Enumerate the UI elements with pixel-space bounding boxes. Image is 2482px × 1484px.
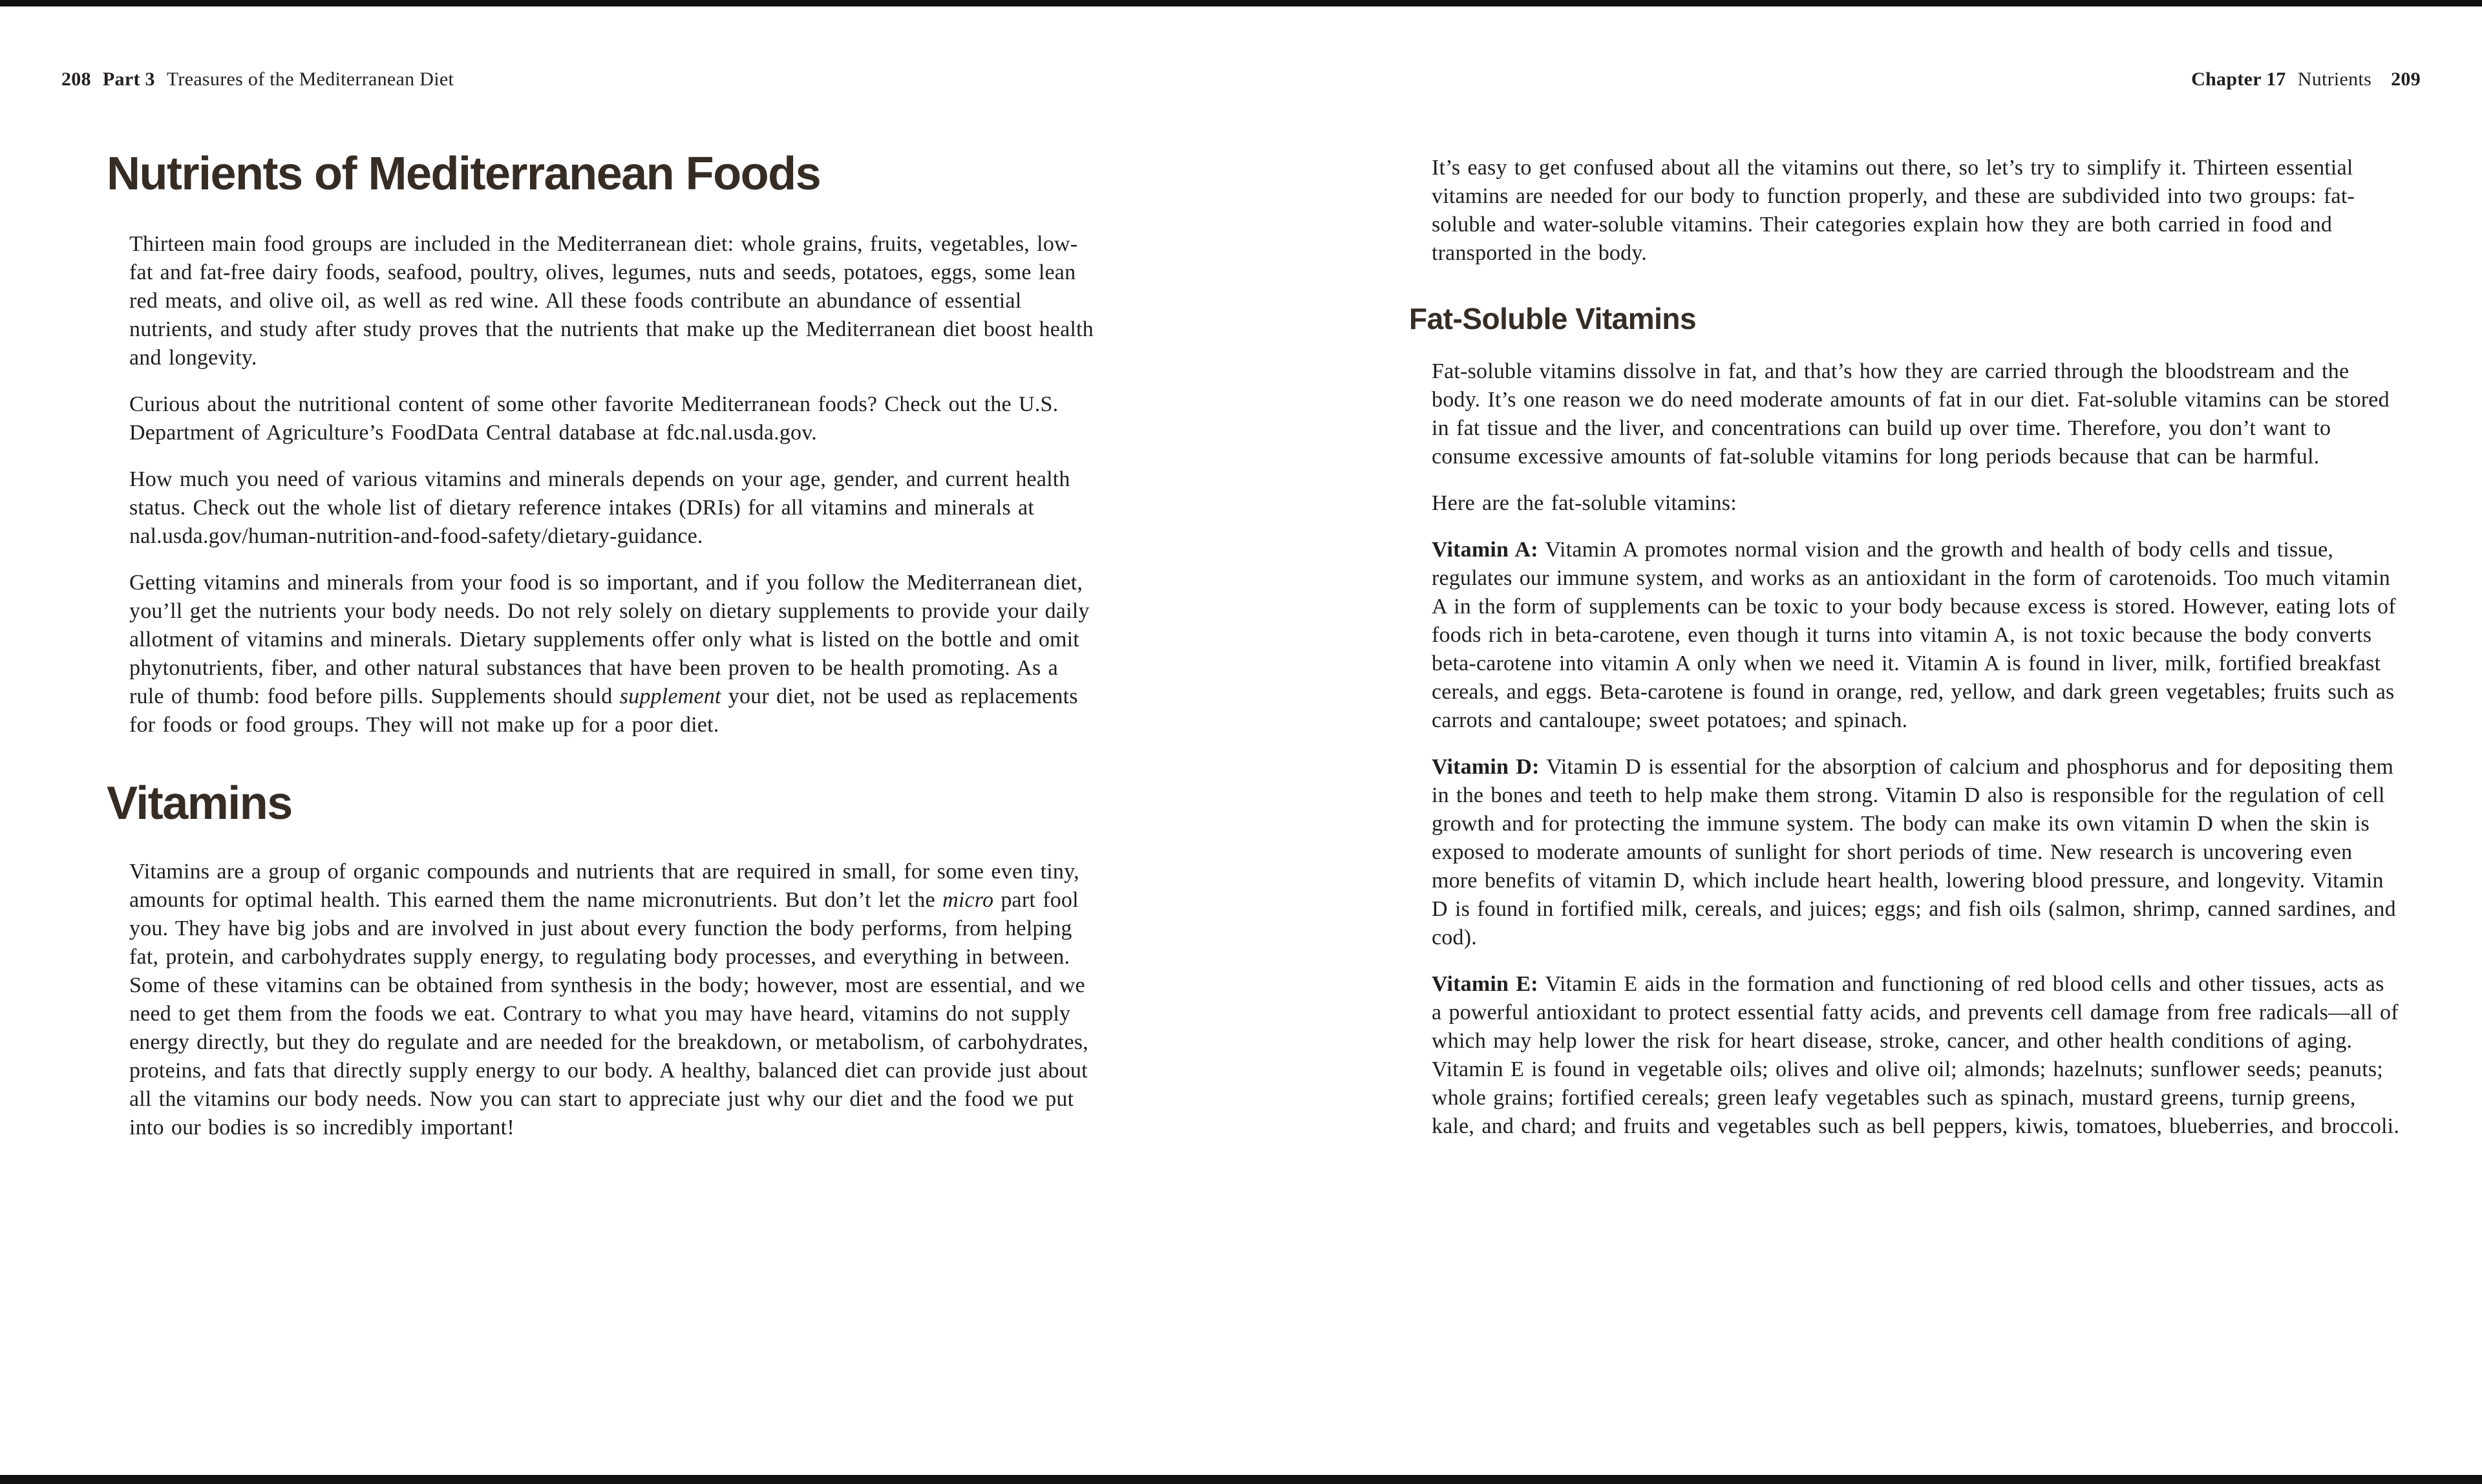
vitamin-a-entry: Vitamin A: Vitamin A promotes normal vision and the growth and health of body cells and tissue, regulates our immune system, and works as an antioxidant in the form of carotenoids. Too much vitamin A in the form of supplements can be toxic to your body because excess is stored. However, eating lots of foods rich in beta-carotene, even though it turns into vitamin A, is not toxic because the body converts beta-carotene into vitamin A only when we need it. Vitamin A is found in liver, milk, fortified breakfast cereals, and eggs. Beta-carotene is found in orange, red, yellow, and dark green vegetables; fruits such as carrots and cantaloupe; sweet potatoes; and spinach. (1432, 537, 2396, 732)
page-bottom-edge (0, 1475, 2482, 1484)
chapter-title: Nutrients (2297, 69, 2372, 90)
fat-soluble-section-body (1432, 357, 2401, 1141)
vitamins-section-body (129, 858, 1099, 1142)
left-page-number: 208 (61, 69, 91, 90)
paragraph: Vitamins are a group of organic compounds and nutrients that are required in small, for some even tiny, amounts for optimal health. This earned them the name micronutrients. But don’t let the micro part fool you. They have big jobs and are involved in just about every function the body performs, from helping fat, protein, and carbohydrates supply energy, to regulating body processes, and everything in between. Some of these vitamins can be obtained from synthesis in the body; however, most are essential, and we need to get them from the foods we eat. Contrary to what you may have heard, vitamins do not supply energy directly, but they do regulate and are needed for the breakdown, or metabolism, of carbohydrates, proteins, and fats that directly supply energy to our body. A healthy, balanced diet can provide just about all the vitamins our body needs. Now you can start to appreciate just why our diet and the food we put into our bodies is so incredibly important! (129, 860, 1088, 1140)
right-page-content (1409, 154, 2401, 1141)
left-page-content (107, 150, 1099, 1142)
fat-soluble-section-title: Fat-Soluble Vitamins (1409, 302, 1697, 335)
vitamin-d-entry: Vitamin D: Vitamin D is essential for the absorption of calcium and phosphorus and for depositing them in the bones and teeth to help make them strong. Vitamin D also is responsible for the regulation of cell growth and for protecting the immune system. The body can make its own vitamin D when the skin is exposed to moderate amounts of sunlight for short periods of time. New research is uncovering even more benefits of vitamin D, which include heart health, lowering blood pressure, and longevity. Vitamin D is found in fortified milk, cereals, and juices; eggs; and fish oils (salmon, shrimp, canned sardines, and cod). (1432, 754, 2396, 949)
running-header-left (61, 69, 454, 90)
paragraph: Getting vitamins and minerals from your food is so important, and if you follow the Mediterranean diet, you’ll get the nutrients your body needs. Do not rely solely on dietary supplements to provide your daily allotment of vitamins and minerals. Dietary supplements offer only what is listed on the bottle and omit phytonutrients, fiber, and other natural substances that have been proven to be health promoting. As a rule of thumb: food before pills. Supplements should supplement your diet, not be used as replacements for foods or food groups. They will not make up for a poor diet. (129, 570, 1090, 737)
lead-in-line: Here are the fat-soluble vitamins: (1432, 491, 1737, 515)
part-title: Treasures of the Mediterranean Diet (166, 69, 454, 90)
paragraph: Fat-soluble vitamins dissolve in fat, and that’s how they are carried through the bloodstream and the body. It’s one reason we do need moderate amounts of fat in our diet. Fat-soluble vitamins can be stored in fat tissue and the liver, and concentrations can build up over time. Therefore, you don’t want to consume excessive amounts of fat-soluble vitamins for long periods because that can be harmful. (1432, 359, 2390, 469)
paragraph: Curious about the nutritional content of some other favorite Mediterranean foods? Check out the U.S. Department of Agriculture’s FoodData Central database at fdc.nal.usda.gov. (129, 392, 1059, 445)
paragraph: Thirteen main food groups are included in the Mediterranean diet: whole grains, fruits, vegetables, low-fat and fat-free dairy foods, seafood, poultry, olives, legumes, nuts and seeds, potatoes, eggs, some lean red meats, and olive oil, as well as red wine. All these foods contribute an abundance of essential nutrients, and study after study proves that the nutrients that make up the Mediterranean diet boost health and longevity. (129, 231, 1094, 370)
page-title: Nutrients of Mediterranean Foods (107, 148, 821, 200)
running-header-right (2191, 69, 2421, 90)
page-top-edge (0, 0, 2482, 6)
paragraph: It’s easy to get confused about all the vitamins out there, so let’s try to simplify it. Thirteen essential vitamins are needed for our body to function properly, and these are subdivided into two groups: fat-soluble and water-soluble vitamins. Their categories explain how they are both carried in food and transported in the body. (1432, 156, 2355, 265)
intro-paragraphs (129, 230, 1099, 739)
paragraph: How much you need of various vitamins and minerals depends on your age, gender, and current health status. Check out the whole list of dietary reference intakes (DRIs) for all vitamins and minerals at nal.usda.gov/human-nutrition-and-food-safety/dietary-guidance. (129, 467, 1070, 548)
vitamins-intro (1432, 154, 2401, 268)
chapter-label: Chapter 17 (2191, 69, 2286, 90)
vitamins-section-title: Vitamins (107, 777, 292, 829)
part-label: Part 3 (102, 69, 155, 90)
right-page-number: 209 (2391, 69, 2421, 90)
vitamin-e-entry: Vitamin E: Vitamin E aids in the formation and functioning of red blood cells and other tissues, acts as a powerful antioxidant to protect essential fatty acids, and prevents cell damage from free radicals—all of which may help lower the risk for heart disease, stroke, cancer, and other health conditions of aging. Vitamin E is found in vegetable oils; olives and olive oil; almonds; hazelnuts; sunflower seeds; peanuts; whole grains; fortified cereals; green leafy vegetables such as spinach, mustard greens, turnip greens, kale, and chard; and fruits and vegetables such as bell peppers, kiwis, tomatoes, blueberries, and broccoli. (1432, 971, 2400, 1138)
